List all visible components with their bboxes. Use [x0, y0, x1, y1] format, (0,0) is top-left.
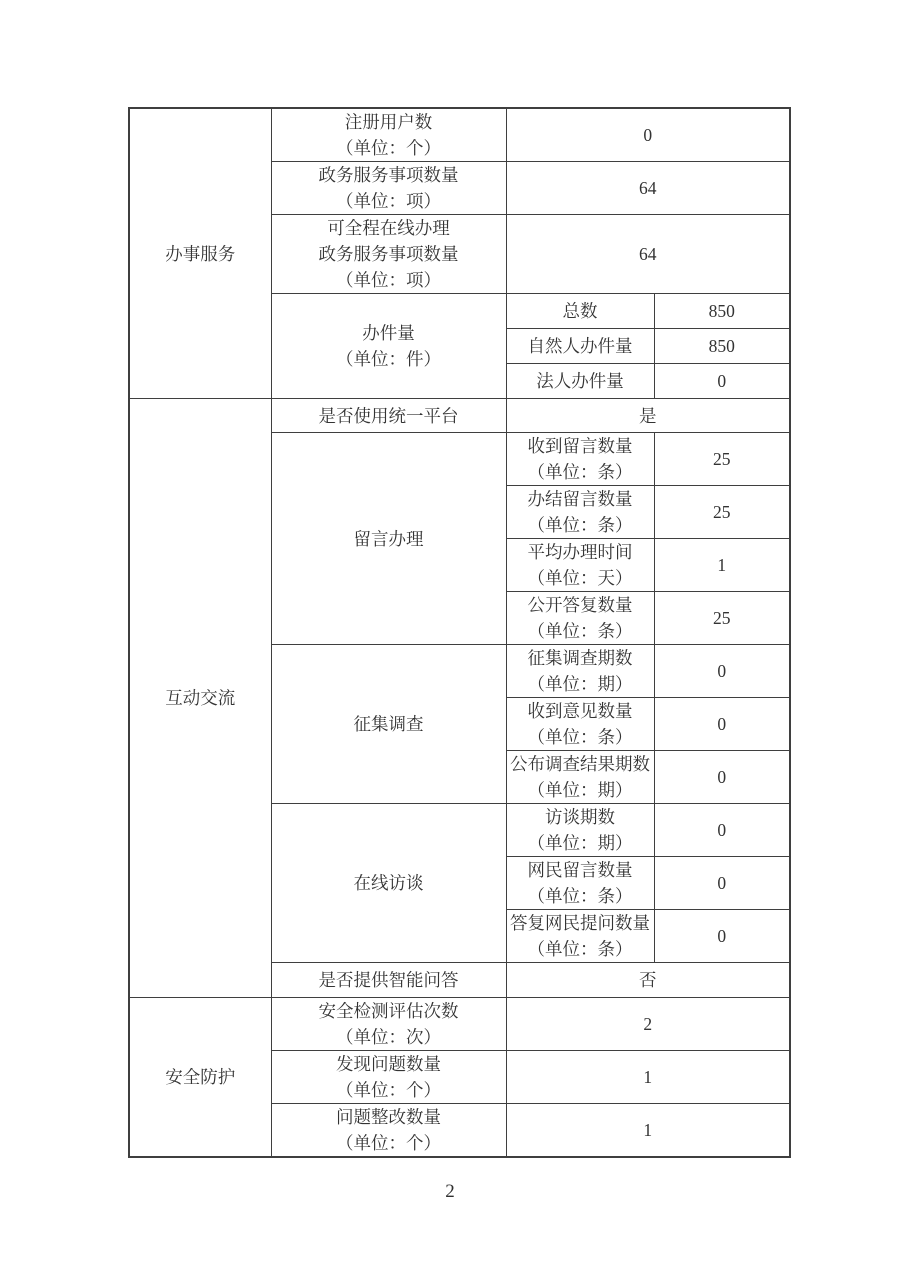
unit-label: （单位：项）	[336, 191, 441, 211]
item-name: 征集调查期数	[527, 648, 633, 668]
item-label	[271, 215, 506, 294]
sub-item-label	[506, 910, 654, 963]
value-cell: 25	[654, 486, 790, 539]
item-label: 是否提供智能问答	[271, 963, 506, 998]
item-name: 安全检测评估次数	[318, 1001, 459, 1021]
unit-label: （单位：天）	[527, 568, 633, 588]
item-label	[271, 1051, 506, 1104]
value-cell: 64	[506, 215, 790, 294]
item-name: 答复网民提问数量	[510, 913, 650, 933]
value-cell: 0	[654, 698, 790, 751]
item-name: 办结留言数量	[527, 489, 633, 509]
value-cell: 25	[654, 433, 790, 486]
unit-label: （单位：期）	[527, 833, 633, 853]
value-cell: 0	[654, 751, 790, 804]
unit-label: （单位：条）	[527, 621, 633, 641]
value-cell: 否	[506, 963, 790, 998]
sub-item-label: 自然人办件量	[506, 329, 654, 364]
value-cell: 1	[506, 1104, 790, 1158]
sub-item-label: 法人办件量	[506, 364, 654, 399]
sub-item-label	[506, 857, 654, 910]
sub-item-label	[506, 486, 654, 539]
item-label: 是否使用统一平台	[271, 399, 506, 433]
value-cell: 0	[654, 364, 790, 399]
unit-label: （单位：条）	[527, 515, 633, 535]
report-table	[128, 107, 791, 1158]
item-label	[271, 162, 506, 215]
sub-item-label	[506, 539, 654, 592]
item-name: 访谈期数	[545, 807, 615, 827]
value-cell: 850	[654, 294, 790, 329]
unit-label: （单位：条）	[527, 462, 633, 482]
item-name: 政务服务事项数量	[318, 244, 459, 264]
value-cell: 1	[654, 539, 790, 592]
value-cell: 0	[654, 804, 790, 857]
item-name: 政务服务事项数量	[318, 165, 459, 185]
group-label: 在线访谈	[271, 804, 506, 963]
item-name: 可全程在线办理	[327, 218, 450, 238]
item-name: 办件量	[362, 323, 415, 343]
unit-label: （单位：项）	[336, 270, 441, 290]
category-cell-security: 安全防护	[129, 998, 271, 1158]
value-cell: 0	[654, 857, 790, 910]
value-cell: 2	[506, 998, 790, 1051]
group-label: 留言办理	[271, 433, 506, 645]
sub-item-label	[506, 645, 654, 698]
sub-item-label	[506, 592, 654, 645]
unit-label: （单位：期）	[527, 674, 633, 694]
sub-item-label	[506, 433, 654, 486]
unit-label: （单位：条）	[527, 939, 633, 959]
item-label	[271, 998, 506, 1051]
group-label	[271, 294, 506, 399]
unit-label: （单位：个）	[336, 138, 441, 158]
value-cell: 64	[506, 162, 790, 215]
unit-label: （单位：次）	[336, 1027, 441, 1047]
group-label: 征集调查	[271, 645, 506, 804]
item-name: 收到留言数量	[527, 436, 633, 456]
item-name: 收到意见数量	[527, 701, 633, 721]
item-name: 注册用户数	[344, 112, 433, 132]
item-label	[271, 1104, 506, 1158]
value-cell: 0	[506, 108, 790, 162]
sub-item-label	[506, 698, 654, 751]
unit-label: （单位：条）	[527, 727, 633, 747]
page-number: 2	[445, 1181, 455, 1202]
value-cell: 1	[506, 1051, 790, 1104]
sub-item-label	[506, 804, 654, 857]
category-cell-service: 办事服务	[129, 108, 271, 399]
value-cell: 850	[654, 329, 790, 364]
item-name: 平均办理时间	[527, 542, 633, 562]
item-name: 网民留言数量	[527, 860, 633, 880]
unit-label: （单位：条）	[527, 886, 633, 906]
value-cell: 0	[654, 645, 790, 698]
table-row	[129, 108, 790, 162]
item-label	[271, 108, 506, 162]
item-name: 问题整改数量	[336, 1107, 441, 1127]
unit-label: （单位：期）	[527, 780, 633, 800]
sub-item-label: 总数	[506, 294, 654, 329]
value-cell: 是	[506, 399, 790, 433]
item-name: 公布调查结果期数	[510, 754, 650, 774]
item-name: 公开答复数量	[527, 595, 633, 615]
sub-item-label	[506, 751, 654, 804]
unit-label: （单位：个）	[336, 1080, 441, 1100]
table-row	[129, 998, 790, 1051]
value-cell: 0	[654, 910, 790, 963]
value-cell: 25	[654, 592, 790, 645]
unit-label: （单位：个）	[336, 1133, 441, 1153]
table-row	[129, 399, 790, 433]
unit-label: （单位：件）	[336, 349, 441, 369]
item-name: 发现问题数量	[336, 1054, 441, 1074]
category-cell-interaction: 互动交流	[129, 399, 271, 998]
